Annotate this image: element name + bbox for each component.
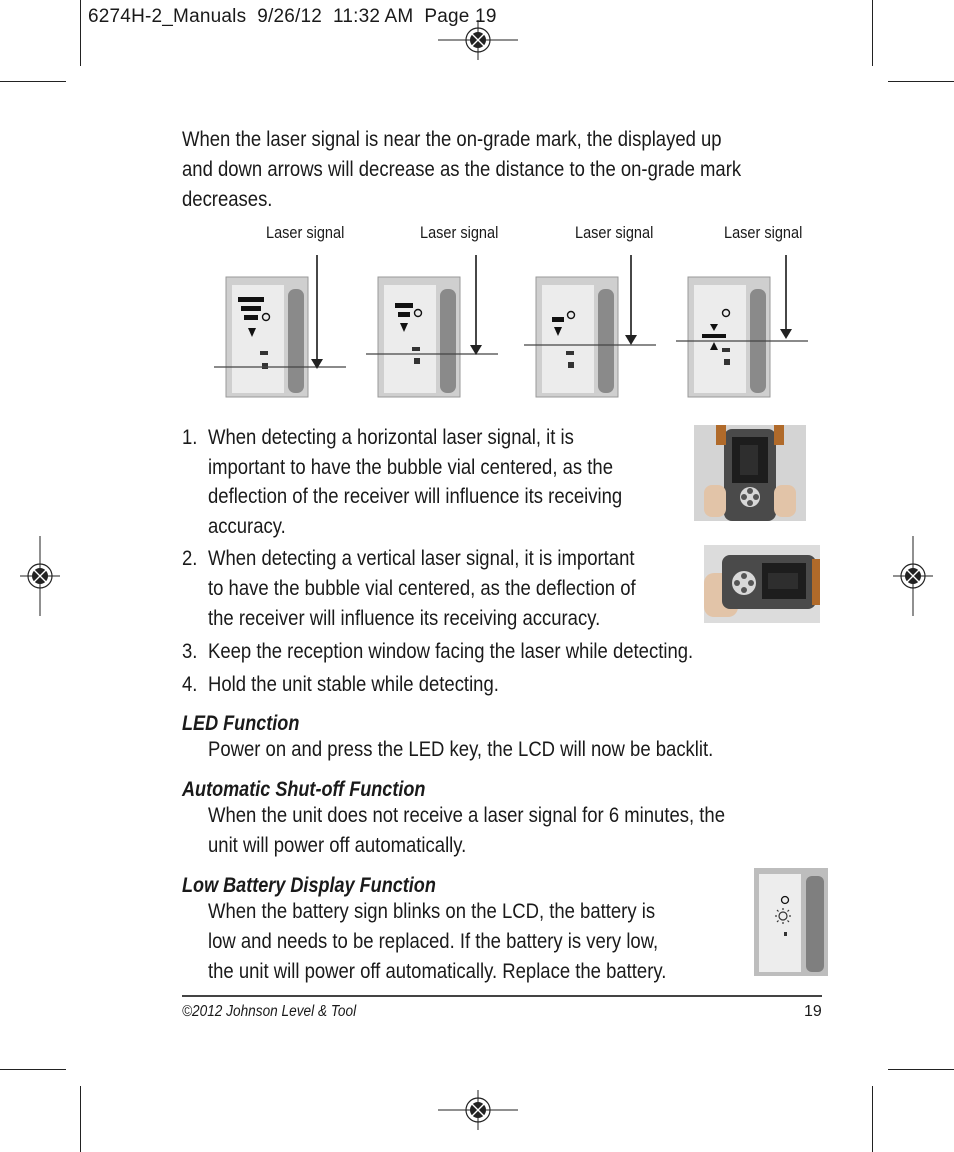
led-function-heading: LED Function [182,712,300,735]
receiver-vertical-photo [704,545,820,623]
receiver-horizontal-photo [694,425,806,521]
copyright-text: ©2012 Johnson Level & Tool [182,1003,357,1020]
low-battery-heading: Low Battery Display Function [182,874,436,897]
page-number: 19 [804,1003,822,1020]
low-battery-text: the unit will power off automatically. Replace the battery. [208,959,667,983]
list-number: 1. [182,425,198,449]
list-number: 3. [182,639,198,663]
shutoff-function-heading: Automatic Shut-off Function [182,778,426,801]
crop-mark [80,1086,81,1152]
low-battery-text: When the battery sign blinks on the LCD, the battery is [208,899,656,923]
laser-signal-label: Laser signal [575,224,654,242]
receiver-diagram-4 [672,255,812,403]
list-number: 2. [182,546,198,570]
crop-mark [80,0,81,66]
crop-mark [888,81,954,82]
registration-mark-icon [893,536,933,616]
shutoff-function-text: unit will power off automatically. [208,833,467,857]
list-item-line: deflection of the receiver will influence its receiving [208,484,623,508]
printer-slug: 6274H-2_Manuals 9/26/12 11:32 AM Page 19 [88,6,497,27]
receiver-diagram-1 [210,255,350,403]
list-item-line: When detecting a horizontal laser signal, it is [208,425,574,449]
intro-line: decreases. [182,187,273,211]
list-item-line: Hold the unit stable while detecting. [208,672,499,696]
list-item-line: When detecting a vertical laser signal, it is important [208,546,635,570]
low-battery-text: low and needs to be replaced. If the battery is very low, [208,929,659,953]
low-battery-display-illustration [754,868,828,976]
receiver-diagram-3 [520,255,660,403]
crop-mark [0,81,66,82]
registration-mark-icon [20,536,60,616]
crop-mark [0,1069,66,1070]
list-item-line: the receiver will influence its receiving accuracy. [208,606,601,630]
crop-mark [872,0,873,66]
registration-mark-icon [438,20,518,60]
list-item-line: accuracy. [208,514,286,538]
list-item-line: Keep the reception window facing the laser while detecting. [208,639,694,663]
list-item-line: to have the bubble vial centered, as the deflection of [208,576,636,600]
shutoff-function-text: When the unit does not receive a laser signal for 6 minutes, the [208,803,725,827]
intro-line: and down arrows will decrease as the distance to the on-grade mark [182,157,742,181]
footer-rule [182,995,822,997]
laser-signal-label: Laser signal [724,224,803,242]
registration-mark-icon [438,1090,518,1130]
laser-signal-label: Laser signal [420,224,499,242]
crop-mark [872,1086,873,1152]
led-function-text: Power on and press the LED key, the LCD will now be backlit. [208,737,714,761]
crop-mark [888,1069,954,1070]
intro-line: When the laser signal is near the on-grade mark, the displayed up [182,127,722,151]
laser-signal-label: Laser signal [266,224,345,242]
list-number: 4. [182,672,198,696]
receiver-diagram-2 [362,255,502,403]
list-item-line: important to have the bubble vial centered, as the [208,455,613,479]
